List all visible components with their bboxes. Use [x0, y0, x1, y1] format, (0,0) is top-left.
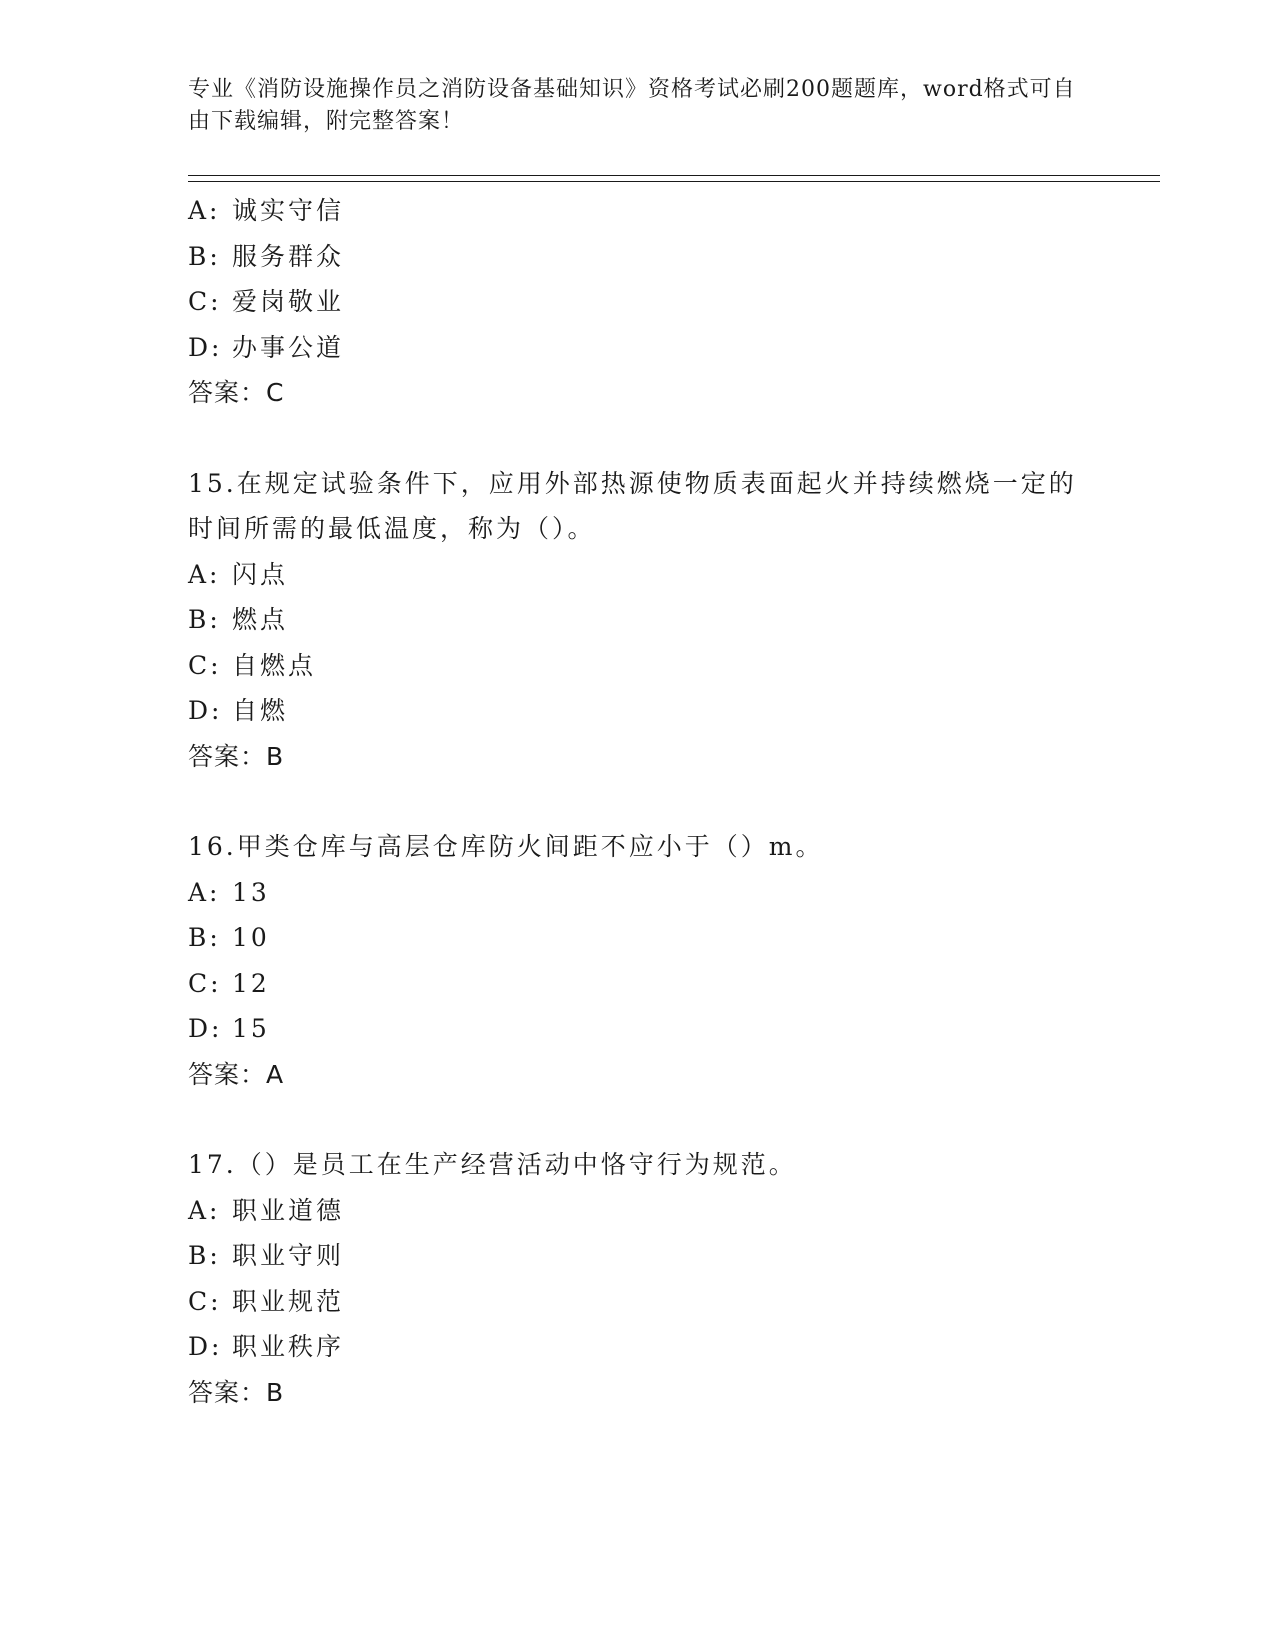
option-d: D: 自燃 [188, 696, 289, 725]
option-a: A: 诚实守信 [188, 196, 345, 225]
document-header: 专业《消防设施操作员之消防设备基础知识》资格考试必刷200题题库，word格式可自由下载编辑，附完整答案！ [188, 77, 1076, 134]
option-b: B: 服务群众 [188, 241, 345, 271]
option-a: A: 闪点 [188, 559, 289, 589]
option-b: B: 职业守则 [188, 1241, 345, 1270]
previous-question-block [188, 188, 1088, 416]
answer-line: 答案：A [188, 1059, 285, 1089]
question-16 [188, 824, 1088, 1097]
option-b: B: 10 [188, 923, 270, 952]
question-text: 16.甲类仓库与高层仓库防火间距不应小于（）m。 [188, 832, 824, 861]
question-15 [188, 461, 1088, 780]
question-17 [188, 1142, 1088, 1415]
option-a: A: 13 [188, 877, 270, 907]
option-a: A: 职业道德 [188, 1195, 345, 1225]
answer-line: 答案：B [188, 1377, 285, 1407]
option-c: C: 自燃点 [188, 650, 317, 680]
answer-line: 答案：C [188, 378, 285, 407]
question-text: 15.在规定试验条件下，应用外部热源使物质表面起火并持续燃烧一定的时间所需的最低温度，称为（）。 [188, 468, 1077, 543]
answer-line: 答案：B [188, 741, 285, 771]
option-d: D: 职业秩序 [188, 1332, 345, 1361]
option-b: B: 燃点 [188, 605, 289, 634]
option-c: C: 爱岗敬业 [188, 287, 345, 316]
option-d: D: 办事公道 [188, 332, 345, 362]
question-list [188, 188, 1088, 1415]
option-d: D: 15 [188, 1014, 270, 1043]
header-divider-top [188, 175, 1160, 176]
question-text: 17.（）是员工在生产经营活动中恪守行为规范。 [188, 1150, 797, 1179]
header-divider-bottom [188, 181, 1160, 182]
option-c: C: 12 [188, 968, 270, 998]
option-c: C: 职业规范 [188, 1286, 345, 1316]
